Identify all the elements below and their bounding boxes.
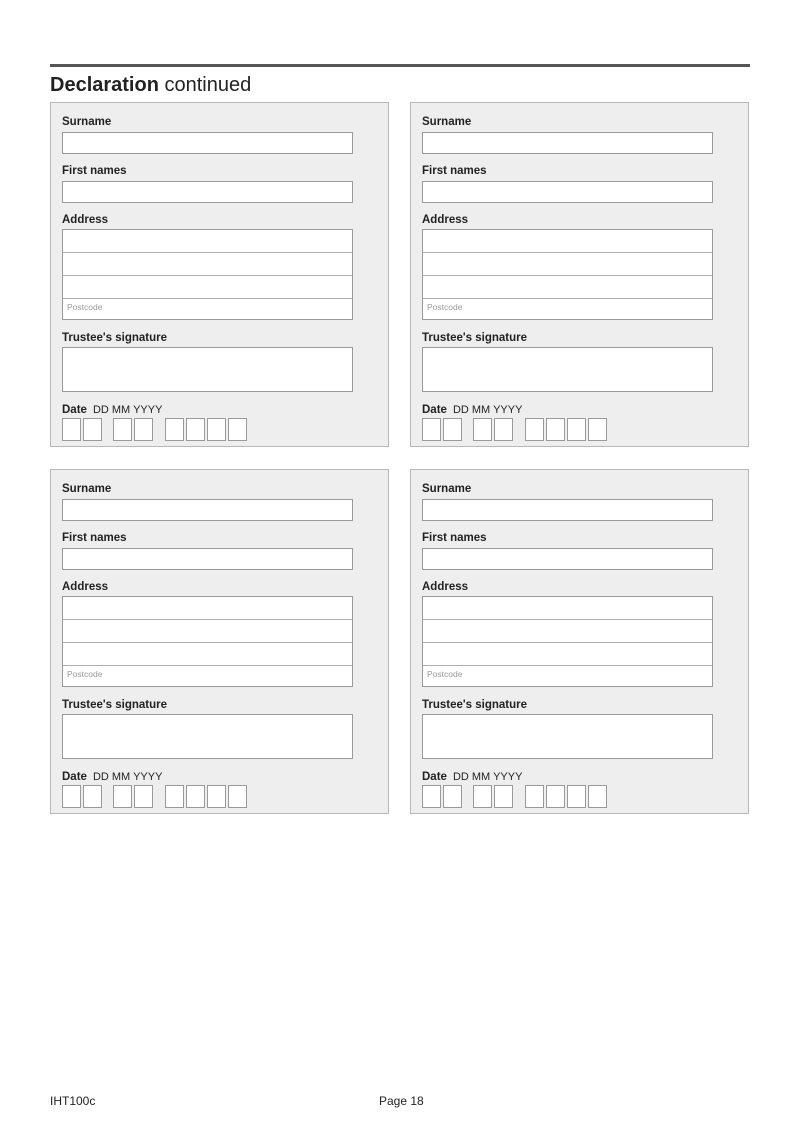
trustee-panel	[50, 469, 389, 814]
date-year-4[interactable]	[228, 785, 247, 808]
date-year-2[interactable]	[546, 785, 565, 808]
date-year-3[interactable]	[207, 418, 226, 441]
address-label: Address	[62, 214, 109, 226]
signature-field[interactable]	[422, 714, 713, 759]
first-names-label: First names	[422, 532, 487, 544]
first-names-label: First names	[422, 165, 487, 177]
date-month-1[interactable]	[473, 785, 492, 808]
date-day-1[interactable]	[422, 418, 441, 441]
address-line-1[interactable]	[63, 597, 352, 620]
date-year-3[interactable]	[207, 785, 226, 808]
surname-label: Surname	[62, 483, 112, 495]
date-day-1[interactable]	[62, 785, 81, 808]
page-title-rest: continued	[164, 74, 252, 96]
address-block	[422, 596, 713, 687]
header-rule	[50, 64, 750, 67]
date-label-text: Date	[422, 771, 447, 783]
date-label-text: Date	[62, 771, 87, 783]
signature-field[interactable]	[62, 347, 353, 392]
date-label	[62, 404, 162, 416]
form-code: IHT100c	[50, 1094, 96, 1108]
address-label: Address	[422, 581, 469, 593]
date-year-1[interactable]	[165, 785, 184, 808]
signature-label: Trustee's signature	[422, 699, 527, 711]
address-line-3[interactable]	[423, 276, 712, 299]
date-day-2[interactable]	[443, 418, 462, 441]
surname-field[interactable]	[422, 132, 713, 154]
address-label: Address	[422, 214, 469, 226]
page-title-bold: Declaration	[50, 74, 159, 96]
date-day-1[interactable]	[422, 785, 441, 808]
date-label-text: Date	[62, 404, 87, 416]
address-block	[62, 229, 353, 320]
date-format-hint: DD MM YYYY	[92, 771, 163, 783]
signature-field[interactable]	[62, 714, 353, 759]
date-day-1[interactable]	[62, 418, 81, 441]
surname-field[interactable]	[422, 499, 713, 521]
address-line-1[interactable]	[423, 597, 712, 620]
date-year-3[interactable]	[567, 418, 586, 441]
date-month-2[interactable]	[134, 418, 153, 441]
trustee-panel	[410, 102, 749, 447]
first-names-field[interactable]	[422, 181, 713, 203]
surname-field[interactable]	[62, 499, 353, 521]
date-year-4[interactable]	[228, 418, 247, 441]
address-line-3[interactable]	[63, 276, 352, 299]
page-number: Page 18	[379, 1094, 424, 1108]
postcode-field[interactable]: Postcode	[427, 669, 463, 679]
surname-label: Surname	[422, 116, 472, 128]
date-month-1[interactable]	[473, 418, 492, 441]
date-format-hint: DD MM YYYY	[452, 771, 523, 783]
postcode-field[interactable]: Postcode	[67, 669, 103, 679]
date-day-2[interactable]	[83, 418, 102, 441]
date-year-2[interactable]	[186, 785, 205, 808]
signature-field[interactable]	[422, 347, 713, 392]
date-label	[422, 404, 522, 416]
date-year-4[interactable]	[588, 785, 607, 808]
address-line-3[interactable]	[63, 643, 352, 666]
address-line-3[interactable]	[423, 643, 712, 666]
address-line-2[interactable]	[423, 253, 712, 276]
date-format-hint: DD MM YYYY	[92, 404, 163, 416]
page-title	[50, 72, 251, 98]
address-line-2[interactable]	[63, 620, 352, 643]
surname-label: Surname	[62, 116, 112, 128]
date-year-3[interactable]	[567, 785, 586, 808]
date-month-2[interactable]	[494, 418, 513, 441]
date-format-hint: DD MM YYYY	[452, 404, 523, 416]
first-names-field[interactable]	[422, 548, 713, 570]
date-year-1[interactable]	[165, 418, 184, 441]
first-names-label: First names	[62, 532, 127, 544]
signature-label: Trustee's signature	[422, 332, 527, 344]
date-day-2[interactable]	[443, 785, 462, 808]
signature-label: Trustee's signature	[62, 699, 167, 711]
date-year-2[interactable]	[546, 418, 565, 441]
trustee-panel	[410, 469, 749, 814]
first-names-field[interactable]	[62, 548, 353, 570]
date-month-1[interactable]	[113, 785, 132, 808]
address-line-1[interactable]	[423, 230, 712, 253]
first-names-label: First names	[62, 165, 127, 177]
postcode-field[interactable]: Postcode	[427, 302, 463, 312]
address-block	[422, 229, 713, 320]
surname-field[interactable]	[62, 132, 353, 154]
first-names-field[interactable]	[62, 181, 353, 203]
postcode-field[interactable]: Postcode	[67, 302, 103, 312]
signature-label: Trustee's signature	[62, 332, 167, 344]
date-year-1[interactable]	[525, 785, 544, 808]
date-year-2[interactable]	[186, 418, 205, 441]
address-line-2[interactable]	[63, 253, 352, 276]
date-label	[62, 771, 162, 783]
date-month-1[interactable]	[113, 418, 132, 441]
surname-label: Surname	[422, 483, 472, 495]
date-day-2[interactable]	[83, 785, 102, 808]
date-month-2[interactable]	[134, 785, 153, 808]
address-block	[62, 596, 353, 687]
trustee-panel	[50, 102, 389, 447]
address-line-1[interactable]	[63, 230, 352, 253]
date-label-text: Date	[422, 404, 447, 416]
date-year-1[interactable]	[525, 418, 544, 441]
date-month-2[interactable]	[494, 785, 513, 808]
date-year-4[interactable]	[588, 418, 607, 441]
date-label	[422, 771, 522, 783]
address-label: Address	[62, 581, 109, 593]
address-line-2[interactable]	[423, 620, 712, 643]
